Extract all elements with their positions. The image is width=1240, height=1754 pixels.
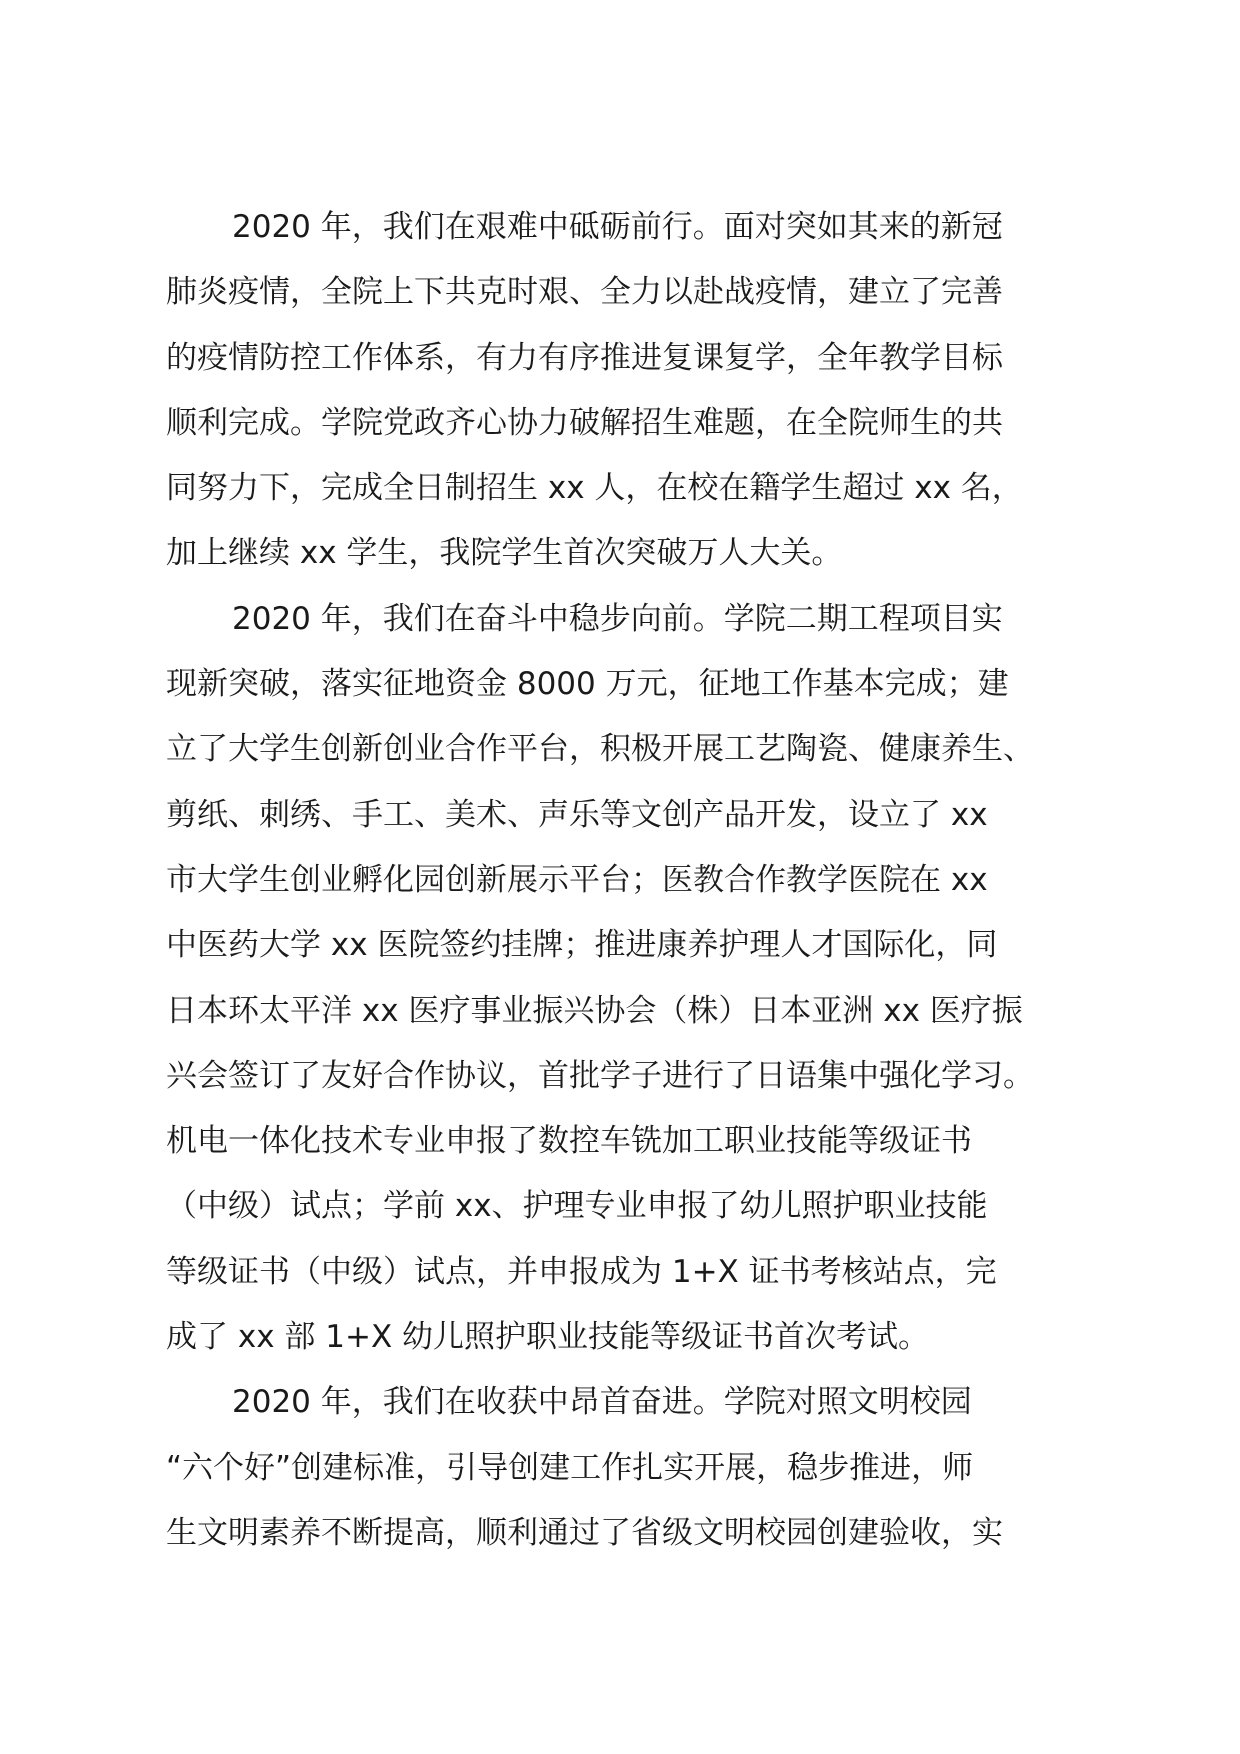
text-line: 机电一体化技术专业申报了数控车铣加工职业技能等级证书 — [166, 1123, 972, 1160]
text-line: 日本环太平洋 xx 医疗事业振兴协会（株）日本亚洲 xx 医疗振 — [166, 992, 1023, 1029]
text-line: 兴会签订了友好合作协议，首批学子进行了日语集中强化学习。 — [166, 1057, 1034, 1094]
text-line: 肺炎疫情，全院上下共克时艰、全力以赴战疫情，建立了完善 — [166, 274, 1003, 311]
text-line: 成了 xx 部 1+X 幼儿照护职业技能等级证书首次考试。 — [166, 1319, 930, 1356]
paragraph-1 — [166, 195, 1096, 587]
document-body — [166, 195, 1096, 1566]
text-line: 中医药大学 xx 医院签约挂牌；推进康养护理人才国际化，同 — [166, 927, 998, 964]
text-line: 2020 年，我们在艰难中砥砺前行。面对突如其来的新冠 — [232, 209, 1003, 245]
text-line: 现新突破，落实征地资金 8000 万元，征地工作基本完成；建 — [166, 666, 1009, 703]
text-line: 2020 年，我们在奋斗中稳步向前。学院二期工程项目实 — [232, 600, 1003, 637]
text-line: 同努力下，完成全日制招生 xx 人，在校在籍学生超过 xx 名， — [166, 470, 1023, 507]
text-line: “六个好”创建标准，引导创建工作扎实开展，稳步推进，师 — [166, 1449, 974, 1486]
text-line: 立了大学生创新创业合作平台，积极开展工艺陶瓷、健康养生、 — [166, 731, 1034, 768]
text-line: 2020 年，我们在收获中昂首奋进。学院对照文明校园 — [232, 1384, 972, 1421]
text-line: 市大学生创业孵化园创新展示平台；医教合作教学医院在 xx — [166, 861, 988, 898]
paragraph-3 — [166, 1370, 1096, 1566]
text-line: 剪纸、刺绣、手工、美术、声乐等文创产品开发，设立了 xx — [166, 796, 988, 833]
paragraph-2 — [166, 587, 1096, 1371]
text-line: 的疫情防控工作体系，有力有序推进复课复学，全年教学目标 — [166, 339, 1003, 376]
text-line: 生文明素养不断提高，顺利通过了省级文明校园创建验收，实 — [166, 1514, 1003, 1551]
text-line: （中级）试点；学前 xx、护理专业申报了幼儿照护职业技能 — [166, 1188, 988, 1225]
text-line: 等级证书（中级）试点，并申报成为 1+X 证书考核站点，完 — [166, 1253, 997, 1290]
text-line: 加上继续 xx 学生，我院学生首次突破万人大关。 — [166, 535, 843, 572]
text-line: 顺利完成。学院党政齐心协力破解招生难题，在全院师生的共 — [166, 404, 1003, 441]
